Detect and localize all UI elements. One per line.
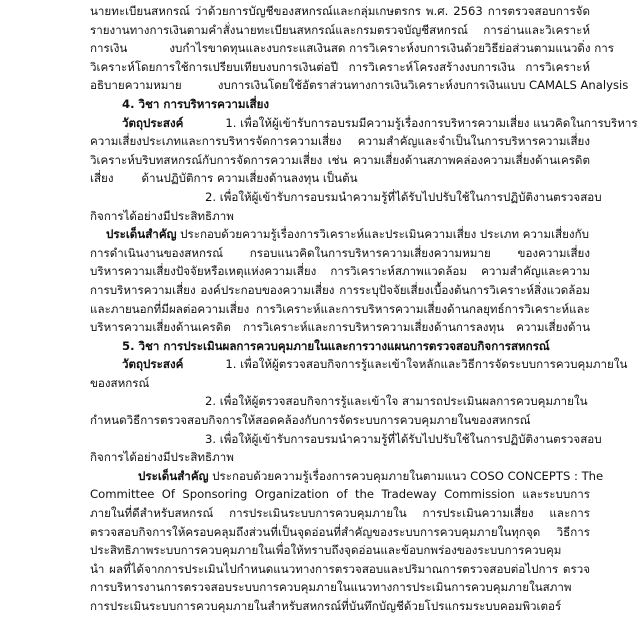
text-line <box>90 76 629 95</box>
text-line: Committee Of Sponsoring Organization of the Tradeway Commission และระบบการ <box>90 487 590 502</box>
text-fragment: งบกำไรขาดทุนและงบกระแสเงินสด การวิเคราะห์งบการเงินด้วยวิธีย่อส่วนตามแนวดิ่ง การ <box>169 41 614 56</box>
text-fragment: การเงิน <box>90 41 128 56</box>
text-line: รายงานทางการเงินตามคำสั่งนายทะเบียนสหกรณ์และกรมตรวจบัญชีสหกรณ์ การอ่านและวิเคราะห์ <box>90 22 590 37</box>
text-line <box>90 39 614 58</box>
text-line: และภายนอกที่มีผลต่อความเสี่ยง การวิเคราะห์และการบริหารความเสี่ยงด้านกลยุทธ์การวิเคราะห์และ <box>90 301 590 316</box>
text-fragment: อธิบายความหมาย <box>90 78 182 93</box>
text-fragment: เสี่ยง <box>90 171 114 186</box>
key-points-text: ประกอบด้วยความรู้เรื่องการวิเคราะห์และประเมินความเสี่ยง ประเภท ความเสี่ยงกับ <box>180 227 589 242</box>
text-line: กิจการได้อย่างมีประสิทธิภาพ <box>90 450 234 465</box>
objective-text: 1. เพื่อให้ผู้เข้ารับการอบรมมีความรู้เรื่องการบริหารความเสี่ยง แนวคิดในการบริหาร <box>225 115 638 130</box>
text-line: วิเคราะห์โดยการใช้การเปรียบเทียบงบการเงินต่อปี การวิเคราะห์โครงสร้างงบการเงิน การวิเคราะห์ <box>90 59 590 74</box>
objective-label: วัตถุประสงค์ <box>122 357 184 372</box>
text-line: ความเสี่ยงประเภทและการบริหารจัดการความเสี่ยง ความสำคัญและจำเป็นในการบริหารความเสี่ยง <box>90 134 590 149</box>
text-line: ของสหกรณ์ <box>90 375 150 390</box>
section-heading-internal-control: 5. วิชา การประเมินผลการควบคุมภายในและการวางแผนการตรวจสอบกิจการสหกรณ์ <box>122 338 550 353</box>
text-fragment: งบการเงินโดยใช้อัตราส่วนทางการเงินวิเคราะห์งบการเงินแบบ CAMALS Analysis <box>217 78 629 93</box>
text-line: กิจการได้อย่างมีประสิทธิภาพ <box>90 208 234 223</box>
objective-line <box>90 355 628 374</box>
key-points-text: ประกอบด้วยความรู้เรื่องการควบคุมภายในตามแนว COSO CONCEPTS : The <box>212 468 604 483</box>
key-points-line <box>90 225 590 244</box>
objective-text: 1. เพื่อให้ผู้ตรวจสอบกิจการรู้และเข้าใจหลักและวิธีการจัดระบบการควบคุมภายใน <box>225 357 628 372</box>
text-fragment: ด้านปฏิบัติการ ความเสี่ยงด้านลงทุน เป็นต้น <box>141 171 358 186</box>
objective-line: 3. เพื่อให้ผู้เข้ารับการอบรมนำความรู้ที่ได้รับไปปรับใช้ในการปฏิบัติงานตรวจสอบ <box>205 431 602 446</box>
text-line: นำ ผลที่ได้จากการประเมินไปกำหนดแนวทางการตรวจสอบและปริมาณการตรวจสอบต่อไปการ ตรวจ <box>90 561 590 576</box>
text-line: การบริหารงานการตรวจสอบระบบการควบคุมภายในแนวทางการประเมินการควบคุมภายในสภาพ <box>90 580 572 595</box>
text-line: บริหารความเสี่ยงด้านเครดิต การวิเคราะห์และการบริหารความเสี่ยงด้านการลงทุน ความเสี่ยงด้าน <box>90 320 590 335</box>
objective-line <box>90 114 638 133</box>
document-body <box>90 2 638 616</box>
text-line: บริหารความเสี่ยงปัจจัยหรือเหตุแห่งความเสี่ยง การวิเคราะห์สภาพแวดล้อม ความสำคัญและความ <box>90 264 590 279</box>
text-line: วิเคราะห์บริบทสหกรณ์กับการจัดการความเสี่ยง เช่น ความเสี่ยงด้านสภาพคล่องความเสี่ยงด้านเครดิต <box>90 152 590 167</box>
objective-line: 2. เพื่อให้ผู้ตรวจสอบกิจการรู้และเข้าใจ สามารถประเมินผลการควบคุมภายใน <box>205 394 588 409</box>
key-points-line <box>90 467 604 486</box>
text-line: ประสิทธิภาพระบบการควบคุมภายในเพื่อให้ทราบถึงจุดอ่อนและข้อบกพร่องของระบบการควบคุม <box>90 543 562 558</box>
text-line: กำหนดวิธีการตรวจสอบกิจการให้สอดคล้องกับการจัดระบบการควบคุมภายในของสหกรณ์ <box>90 413 531 428</box>
text-line: การดำเนินงานของสหกรณ์ กรอบแนวคิดในการบริหารความเสี่ยงความหมาย ของความเสี่ยง <box>90 245 590 260</box>
text-line: ภายในที่ดีสำหรับสหกรณ์ การประเมินระบบการควบคุมภายใน การประเมินความเสี่ยง และการ <box>90 506 590 521</box>
text-line: การบริหารความเสี่ยง องค์ประกอบของความเสี่ยง การระบุปัจจัยเสี่ยงเบื้องต้นการวิเคราะห์สิ่งแวดล้อม <box>90 282 590 297</box>
key-points-label: ประเด็นสำคัญ <box>138 468 209 483</box>
text-line <box>90 169 590 188</box>
key-points-label: ประเด็นสำคัญ <box>106 227 177 242</box>
section-heading-risk-management: 4. วิชา การบริหารความเสี่ยง <box>122 96 270 111</box>
objective-line: 2. เพื่อให้ผู้เข้ารับการอบรมนำความรู้ที่ได้รับไปปรับใช้ในการปฏิบัติงานตรวจสอบ <box>205 189 602 204</box>
objective-label: วัตถุประสงค์ <box>122 115 184 130</box>
text-line: การประเมินระบบการควบคุมภายในสำหรับสหกรณ์ที่บันทึกบัญชีด้วยโปรแกรมระบบคอมพิวเตอร์ <box>90 599 562 613</box>
text-line: นายทะเบียนสหกรณ์ ว่าด้วยการบัญชีของสหกรณ์และกลุ่มเกษตรกร พ.ศ. 2563 การตรวจสอบการจัด <box>90 4 590 18</box>
text-line: ตรวจสอบกิจการให้ครอบคลุมถึงส่วนที่เป็นจุดอ่อนที่สำคัญของระบบการควบคุมภายในทุกจุด วิธีการ <box>90 524 590 539</box>
